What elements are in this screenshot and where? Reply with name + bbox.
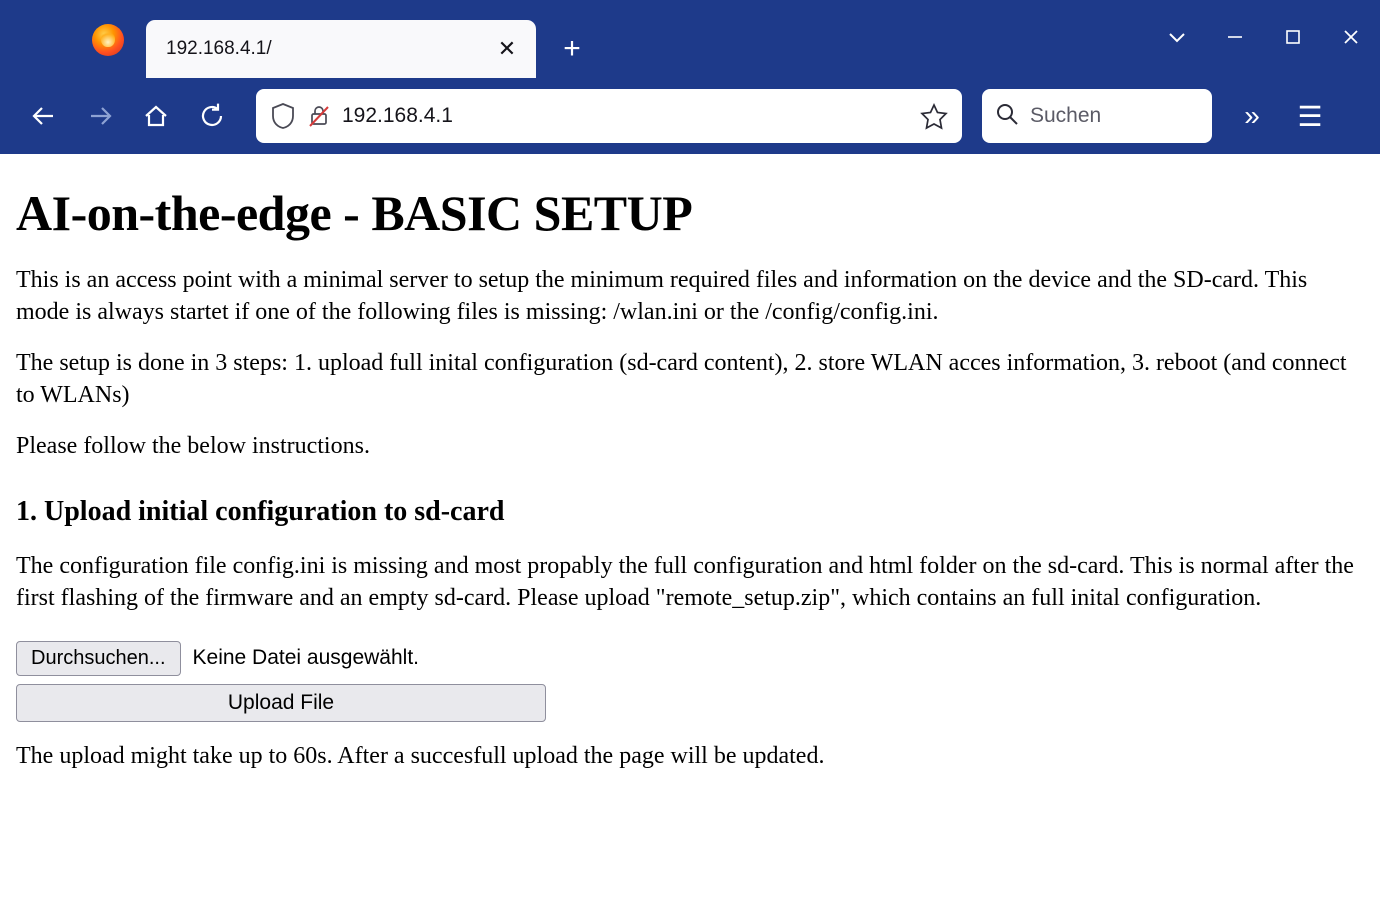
titlebar [0, 0, 1380, 78]
browser-tab[interactable] [146, 20, 536, 78]
window-controls [1148, 0, 1380, 78]
search-input[interactable]: Suchen [1030, 104, 1102, 127]
steps-paragraph: The setup is done in 3 steps: 1. upload full inital configuration (sd-card content), 2. store WLAN acces information, 3. reboot (and connect to WLANs) [16, 349, 1347, 409]
upload-note-paragraph: The upload might take up to 60s. After a succesfull upload the page will be updated. [16, 742, 825, 769]
shield-icon[interactable] [270, 102, 296, 130]
section-title-upload: 1. Upload initial configuration to sd-card [16, 495, 505, 527]
file-status-label: Keine Datei ausgewählt. [192, 646, 419, 670]
tab-title: 192.168.4.1/ [166, 38, 272, 59]
reload-icon[interactable] [186, 90, 238, 142]
navigation-toolbar [0, 78, 1380, 154]
instructions-paragraph: Please follow the below instructions. [16, 432, 370, 459]
close-tab-icon[interactable]: ✕ [497, 36, 517, 61]
url-text[interactable]: 192.168.4.1 [342, 104, 453, 127]
browse-button[interactable]: Durchsuchen... [16, 641, 181, 676]
new-tab-button[interactable]: + [563, 32, 581, 65]
maximize-icon[interactable] [1264, 6, 1322, 68]
lock-slash-icon[interactable] [306, 102, 332, 130]
search-bar[interactable] [982, 89, 1212, 143]
close-window-icon[interactable] [1322, 6, 1380, 68]
search-icon [994, 101, 1020, 132]
page-content [0, 154, 1380, 918]
back-icon[interactable] [18, 90, 70, 142]
intro-paragraph: This is an access point with a minimal server to setup the minimum required files and information on the device and the SD-card. This mode is always startet if one of the following files is missing: /wlan.ini or the /config/config.ini. [16, 267, 1308, 326]
toolbar-right [1226, 90, 1336, 142]
home-icon[interactable] [130, 90, 182, 142]
forward-icon[interactable] [74, 90, 126, 142]
app-menu-icon[interactable]: ☰ [1297, 100, 1323, 132]
star-icon[interactable] [920, 102, 948, 130]
firefox-logo-icon [92, 24, 124, 56]
page-title: AI-on-the-edge - BASIC SETUP [16, 185, 693, 241]
minimize-icon[interactable] [1206, 6, 1264, 68]
list-all-tabs-icon[interactable] [1148, 6, 1206, 68]
file-input-row [16, 641, 1364, 676]
url-bar[interactable] [256, 89, 962, 143]
upload-file-button[interactable]: Upload File [16, 684, 546, 722]
config-paragraph: The configuration file config.ini is missing and most propably the full configuration and html folder on the sd-card. This is normal after the first flashing of the firmware and an empty sd-card. Please upload "remote_setup.zip", which contains an full inital configuration. [16, 552, 1354, 612]
overflow-menu-icon[interactable]: » [1244, 100, 1260, 131]
